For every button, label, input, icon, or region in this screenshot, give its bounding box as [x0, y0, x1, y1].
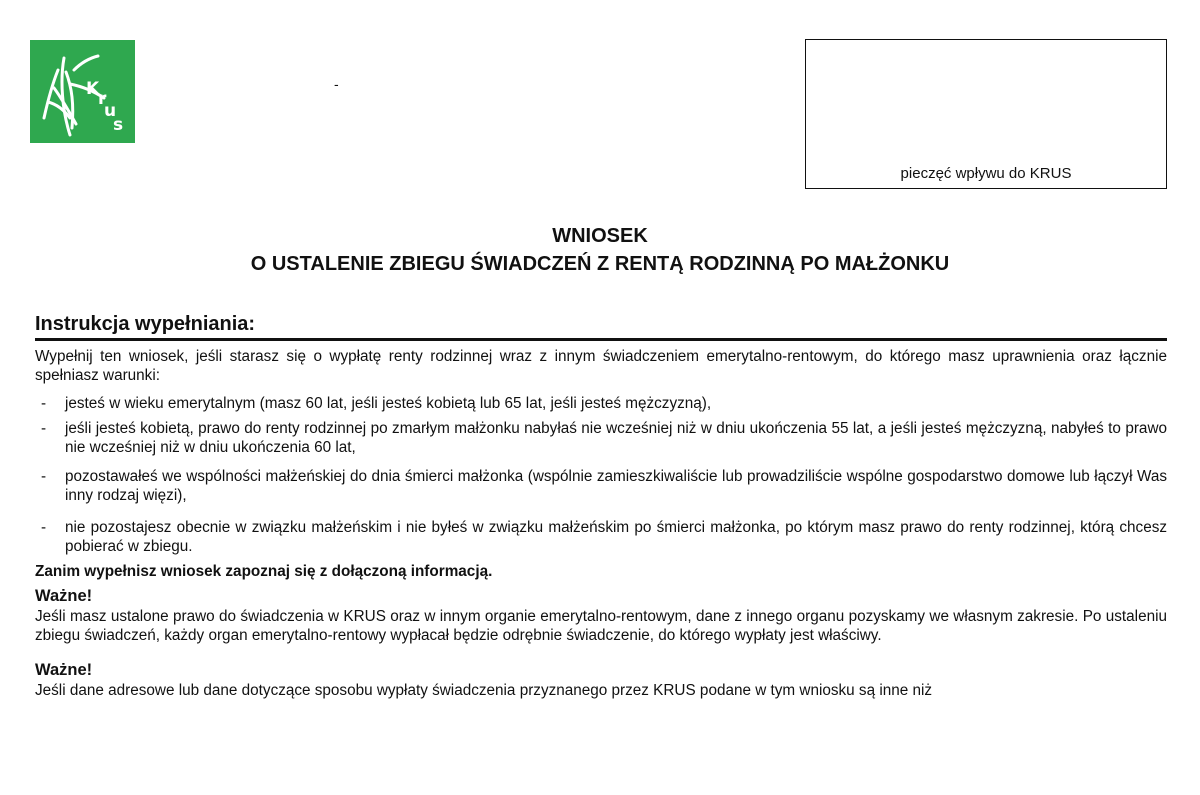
bullet-dash: - [41, 395, 47, 412]
read-info-note: Zanim wypełnisz wniosek zapoznaj się z dołączoną informacją. [35, 563, 493, 580]
krus-logo [30, 40, 135, 143]
stamp-label: pieczęć wpływu do KRUS [900, 165, 1072, 182]
svg-text:r: r [98, 89, 107, 109]
instructions-body [35, 347, 1167, 700]
bullet-dash: - [41, 420, 47, 437]
bullet-dash: - [41, 519, 47, 536]
list-item-text: jesteś w wieku emerytalnym (masz 60 lat, jeśli jesteś kobietą lub 65 lat, jeśli jesteś mężczyzną), [65, 395, 712, 412]
list-item [35, 419, 1167, 457]
krus-logo-icon [30, 40, 135, 143]
svg-text:K: K [86, 79, 100, 99]
section-divider [35, 338, 1167, 341]
important-heading: Ważne! [35, 661, 93, 679]
list-item [35, 518, 1167, 556]
document-subtitle: O USTALENIE ZBIEGU ŚWIADCZEŃ Z RENTĄ RODZINNĄ PO MAŁŻONKU [250, 253, 950, 275]
bullet-dash: - [41, 468, 47, 485]
list-item-text: jeśli jesteś kobietą, prawo do renty rodzinnej po zmarłym małżonku nabyłaś nie wcześniej niż w dniu ukończenia 55 lat, a jeśli jesteś mężczyzną, nabyłeś to prawo nie wcześniej niż w dniu ukończenia 60 lat, [65, 420, 1167, 456]
header-dash: - [334, 76, 339, 92]
list-item-text: nie pozostajesz obecnie w związku małżeńskim i nie byłeś w związku małżeńskim po śmierci małżonka, po którym masz prawo do renty rodzinnej, którą chcesz pobierać w zbiegu. [65, 519, 1167, 555]
list-item [35, 467, 1167, 505]
list-item-text: pozostawałeś we wspólności małżeńskiej do dnia śmierci małżonka (wspólnie zamieszkiwaliście lub prowadziliście wspólne gospodarstwo domowe lub łączył Was inny rodzaj więzi), [65, 468, 1167, 504]
stamp-box [805, 39, 1167, 189]
svg-text:u: u [104, 101, 117, 121]
instructions-intro: Wypełnij ten wniosek, jeśli starasz się o wypłatę renty rodzinnej wraz z innym świadczeniem emerytalno-rentowym, do którego masz uprawnienia oraz łącznie spełniasz warunki: [35, 348, 1167, 384]
svg-text:s: s [113, 115, 124, 135]
conditions-list [35, 394, 1167, 556]
important-text: Jeśli dane adresowe lub dane dotyczące sposobu wypłaty świadczenia przyznanego przez KRUS podane w tym wniosku są inne niż [35, 682, 933, 699]
important-text: Jeśli masz ustalone prawo do świadczenia w KRUS oraz w innym organie emerytalno-rentowym, dane z innego organu pozyskamy we własnym zakresie. Po ustaleniu zbiegu świadczeń, każdy organ emerytalno-rentowy wypłacał będzie odrębnie świadczenie, do którego wypłaty jest właściwy. [35, 608, 1167, 644]
important-heading: Ważne! [35, 587, 93, 605]
document-title: WNIOSEK [552, 225, 648, 247]
list-item [35, 394, 1167, 413]
instructions-heading: Instrukcja wypełniania: [35, 313, 256, 335]
